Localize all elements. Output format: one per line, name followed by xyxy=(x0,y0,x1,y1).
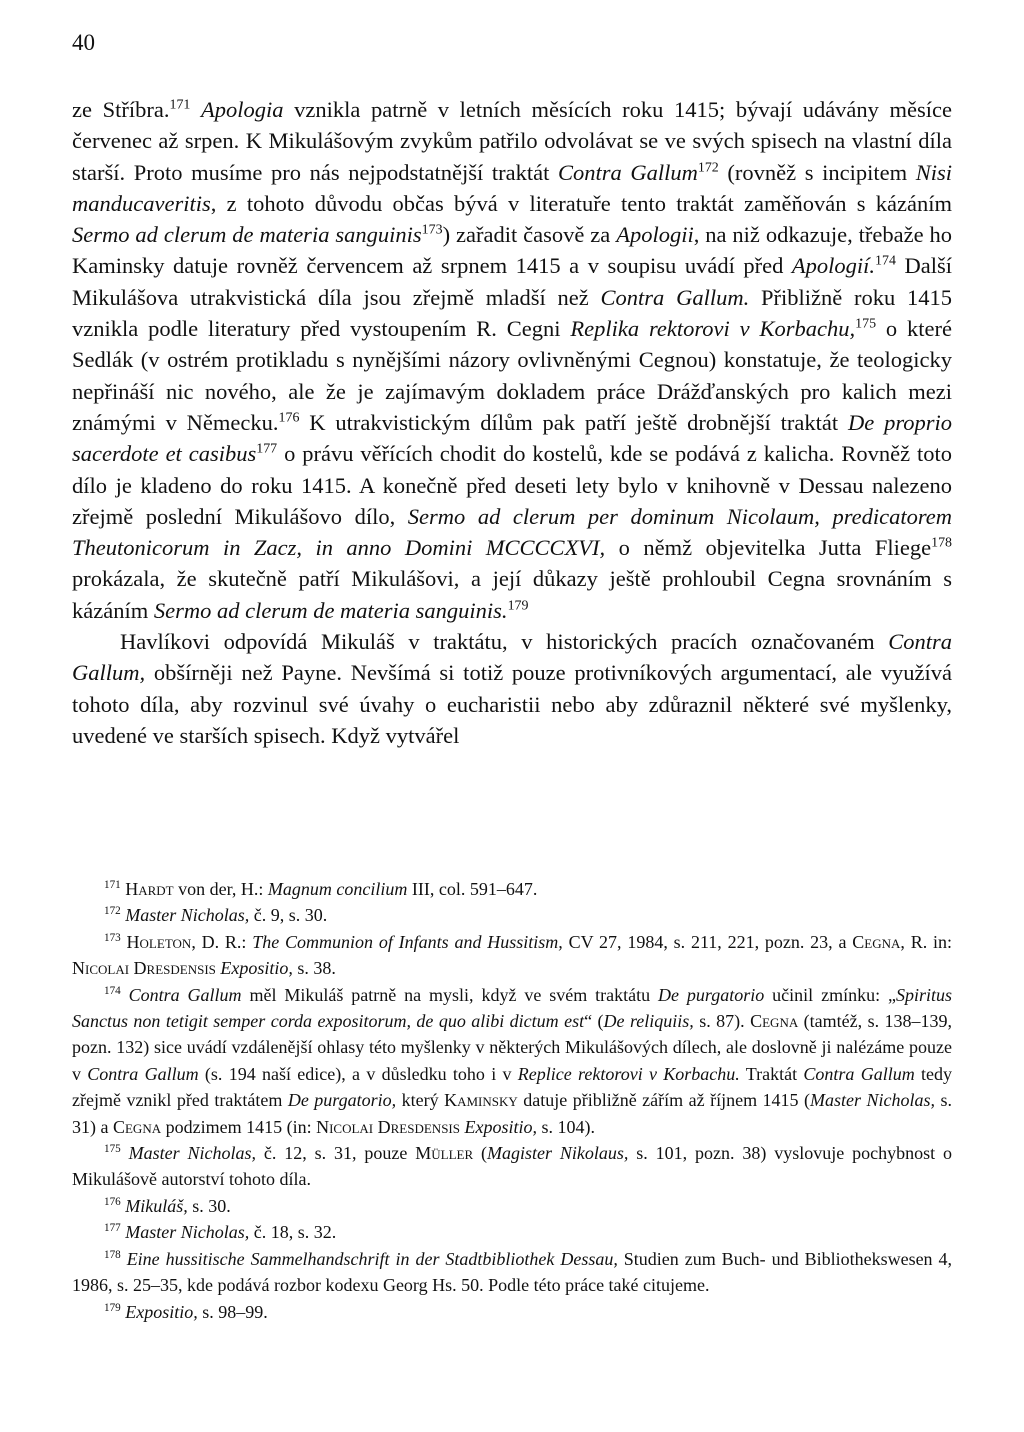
text-run: III, col. 591–647. xyxy=(407,879,538,899)
footnotes xyxy=(72,876,952,1325)
text-run: (s. 194 naší edice), a v důsledku toho i v xyxy=(198,1063,518,1084)
italic-title: Nisi manducaveritis xyxy=(72,159,953,216)
footnote-ref: 178 xyxy=(931,535,952,551)
author-name: Cegna xyxy=(112,1116,162,1137)
text-run: který xyxy=(396,1090,445,1111)
text-run: o němž objevitelka Jutta Fliege xyxy=(605,535,932,561)
text-run: měl Mikuláš patrně na mysli, když ve svém traktátu xyxy=(241,984,659,1005)
footnote-ref: 174 xyxy=(104,984,121,997)
text-run xyxy=(190,97,201,122)
text-run: č. 12, s. 31, pouze xyxy=(256,1143,416,1164)
body-paragraph xyxy=(72,94,952,626)
text-run: s. 87). xyxy=(693,1011,751,1032)
italic-title: De purgatorio, xyxy=(287,1090,397,1111)
italic-title: De proprio sacerdote et casibus xyxy=(72,409,952,467)
body-paragraph xyxy=(72,626,952,751)
text-run: (tamtéž, s. 138–139, pozn. 132) sice uvádí vzdálenější ohlasy této myšlenky v některých Mikulášových dílech, ale doslovně ji nalézáme pouze v xyxy=(72,1011,953,1084)
text-run: učinil zmínku: „ xyxy=(764,984,896,1005)
italic-title: Eine hussitische Sammelhandschrift in der Stadtbibliothek Dessau, xyxy=(126,1248,618,1269)
italic-title: Contra Gallum xyxy=(557,159,698,185)
text-run: ) zařadit časově za xyxy=(442,222,617,248)
italic-title: Sermo ad clerum de materia sanguinis. xyxy=(153,597,508,623)
author-name: Kaminsky xyxy=(444,1090,518,1111)
text-run: s. 101, pozn. 38) vyslovuje pochybnost o Mikulášově autorství tohoto díla. xyxy=(72,1143,952,1190)
text-run: s. 38. xyxy=(292,958,336,979)
text-run: Traktát xyxy=(739,1063,804,1084)
italic-title: Spiritus Sanctus non tetigit semper corda expositorum, de quo alibi dictum est xyxy=(72,984,952,1032)
footnote xyxy=(72,1140,952,1193)
text-run: , na niž odkazuje, třebaže ho Kaminsky datuje rovněž červencem až srpnem 1415 a v soupisu uvádí před xyxy=(72,222,953,279)
author-name: Holeton xyxy=(126,931,192,952)
italic-title: Sermo ad clerum per dominum Nicolaum, predicatorem Theutonicorum in Zacz, in anno Domini MCCCCXVI, xyxy=(72,503,952,561)
italic-title: Magister Nikolaus, xyxy=(487,1143,629,1164)
author-name: Nicolai Dresdensis xyxy=(316,1116,460,1137)
italic-title: Expositio, xyxy=(125,1301,198,1322)
footnote-ref: 179 xyxy=(104,1301,121,1314)
text-run: “ ( xyxy=(584,1011,604,1032)
text-run: s. 31) a xyxy=(72,1090,953,1137)
italic-title: Expositio, xyxy=(464,1116,537,1137)
footnote-ref: 176 xyxy=(278,410,300,426)
text-run: vznikla patrně v letních měsících roku 1415; bývají udávány měsíce červenec až srpen. K Mikulášovým zvykům patřilo odvolávat se ve svých spisech na vlastní díla starší. Proto musíme pro nás nejpodstatnější traktát xyxy=(72,97,952,185)
text-run: K utrakvistickým dílům pak patří ještě drobnější traktát xyxy=(299,409,848,435)
text-run: prokázala, že skutečně patří Mikulášovi, a její důkazy ještě prohloubil Cegna srovnáním s kázáním xyxy=(72,566,952,623)
footnote xyxy=(72,902,952,928)
text-run: podzimem 1415 (in: xyxy=(161,1116,317,1137)
footnote xyxy=(72,876,952,902)
text-run: datuje přibližně zářím až říjnem 1415 ( xyxy=(517,1090,811,1111)
footnote-ref: 176 xyxy=(104,1195,121,1208)
author-name: Cegna xyxy=(750,1011,799,1032)
author-name: Cegna xyxy=(852,931,901,952)
footnote xyxy=(72,1219,952,1245)
italic-title: Apologii xyxy=(616,222,694,248)
author-name: Hardt xyxy=(125,879,174,899)
text-run: Havlíkovi odpovídá Mikuláš v traktátu, v historických pracích označovaném xyxy=(120,629,889,655)
text-run: ze Stříbra. xyxy=(72,97,170,122)
text-run: von der, H.: xyxy=(173,879,268,899)
author-name: Nicolai Dresdensis xyxy=(72,958,216,979)
footnote-ref: 175 xyxy=(104,1143,121,1156)
footnote-ref: 177 xyxy=(104,1222,121,1235)
italic-title: Expositio, xyxy=(220,958,293,979)
italic-title: Apologia xyxy=(201,97,284,122)
page-number: 40 xyxy=(72,30,95,55)
footnote-ref: 174 xyxy=(875,253,896,269)
footnote xyxy=(72,1193,952,1219)
italic-title: Master Nicholas, xyxy=(810,1090,936,1111)
italic-title: Master Nicholas, xyxy=(128,1143,256,1164)
text-run: o právu věřících chodit do kostelů, kde se podává z kalicha. Rovněž toto dílo je kladeno do roku 1415. A konečně před deseti lety bylo v knihovně v Dessau nalezeno zřejmě poslední Mikulášovo dílo, xyxy=(72,441,952,529)
italic-title: Master Nicholas, xyxy=(125,1222,250,1243)
footnote-ref: 171 xyxy=(104,879,121,892)
text-run: , R. in: xyxy=(900,931,953,952)
footnote-ref: 172 xyxy=(104,905,121,918)
text-run: (rovněž s incipitem xyxy=(718,159,916,185)
italic-title: Mikuláš, xyxy=(125,1195,188,1216)
italic-title: Replice rektorovi v Korbachu. xyxy=(517,1063,740,1084)
footnote-ref: 173 xyxy=(421,222,443,238)
text-run: ( xyxy=(473,1143,487,1164)
italic-title: Contra Gallum, xyxy=(72,629,952,686)
text-run: s. 104). xyxy=(537,1116,595,1137)
italic-title: Apologií. xyxy=(791,253,876,279)
footnote xyxy=(72,982,952,1140)
text-run: , D. R.: xyxy=(191,931,253,952)
footnote-ref: 179 xyxy=(507,598,529,614)
text-run: obšírněji než Payne. Nevšímá si totiž pouze protivníkových argumentací, ale využívá tohoto díla, aby rozvinul své úvahy o eucharistii nebo aby zdůraznil některé své myšlenky, uvedené ve starších spisech. Když vytvářel xyxy=(72,660,952,748)
italic-title: Contra Gallum xyxy=(87,1063,199,1084)
text-run: o které Sedlák (v ostrém protikladu s nynějšími názory ovlivněnými Cegnou) konstatuje, že teologicky nepřináší nic nového, ale že je zajímavým dokladem práce Drážďanských pro kalich mezi známými v Německu. xyxy=(72,316,953,435)
footnote xyxy=(72,929,952,982)
italic-title: Magnum concilium xyxy=(267,879,408,899)
text-run: , z tohoto důvodu občas bývá v literatuře tento traktát zaměňován s kázáním xyxy=(210,190,952,216)
text-run: s. 30. xyxy=(187,1195,231,1216)
text-run: č. 9, s. 30. xyxy=(249,905,328,926)
italic-title: The Communion of Infants and Hussitism, xyxy=(252,931,563,952)
text-run: Další Mikulášova utrakvistická díla jsou zřejmě mladší než xyxy=(72,253,952,310)
italic-title: De purgatorio xyxy=(658,984,765,1005)
footnote-ref: 173 xyxy=(104,931,121,944)
text-run xyxy=(121,985,129,1005)
italic-title: Sermo ad clerum de materia sanguinis xyxy=(72,222,422,248)
footnote xyxy=(72,1246,952,1299)
italic-title: Contra Gallum xyxy=(128,984,242,1005)
italic-title: Replika rektorovi v Korbachu, xyxy=(570,316,856,342)
text-run: Studien zum Buch- und Bibliothekswesen 4, 1986, s. 25–35, kde podává rozbor kodexu Georg Hs. 50. Podle této práce také citujeme. xyxy=(72,1248,953,1296)
italic-title: Contra Gallum xyxy=(803,1063,915,1084)
footnote-ref: 177 xyxy=(256,441,278,457)
text-run: CV 27, 1984, s. 211, 221, pozn. 23, a xyxy=(562,931,853,952)
text-run: Přibližně roku 1415 vznikla podle literatury před vystoupením R. Cegni xyxy=(72,284,952,342)
footnote xyxy=(72,1299,952,1325)
footnote-ref: 178 xyxy=(104,1248,121,1261)
author-name: Müller xyxy=(415,1143,474,1164)
text-run: č. 18, s. 32. xyxy=(249,1222,337,1243)
footnote-ref: 175 xyxy=(855,316,877,332)
text-run: s. 98–99. xyxy=(197,1301,268,1322)
footnote-ref: 171 xyxy=(169,97,191,113)
text-run: tedy zřejmě vznikl před traktátem xyxy=(72,1063,952,1111)
footnote-ref: 172 xyxy=(697,159,719,175)
main-text xyxy=(72,94,952,751)
italic-title: De reliquiis, xyxy=(603,1011,694,1032)
italic-title: Contra Gallum. xyxy=(600,284,750,310)
italic-title: Master Nicholas, xyxy=(125,905,250,926)
text-run xyxy=(121,1143,129,1163)
